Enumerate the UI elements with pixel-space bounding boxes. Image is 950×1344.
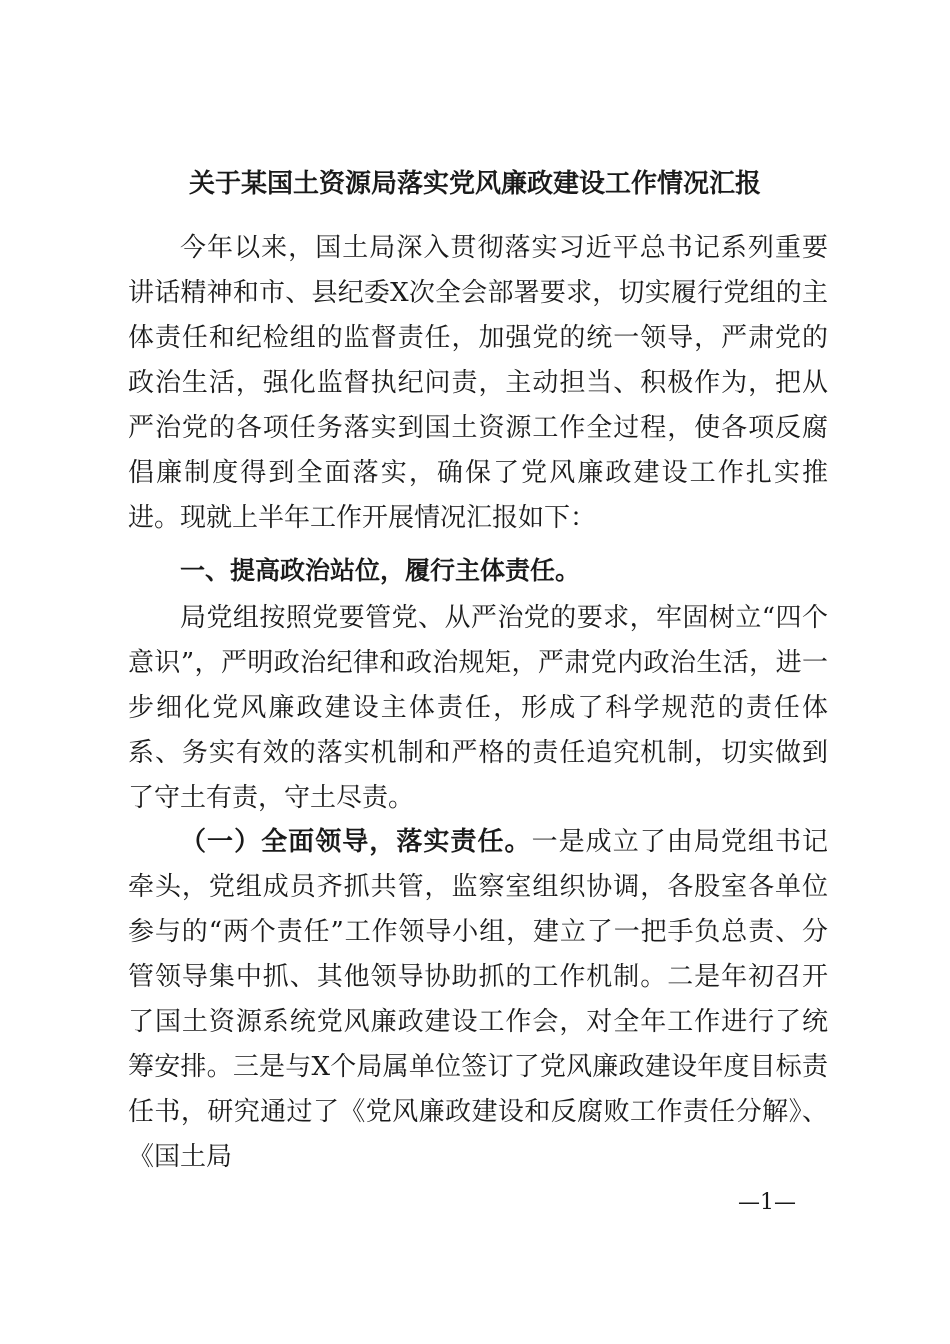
subsection-1-body: 一是成立了由局党组书记牵头，党组成员齐抓共管，监察室组织协调，各股室各单位参与的“两个责任”工作领导小组，建立了一把手负总责、分管领导集中抓、其他领导协助抓的工作机制。二是年初召开了国土资源系统党风廉政建设工作会，对全年工作进行了统筹安排。三是与X个局属单位签订了党风廉政建设年度目标责任书，研究通过了《党风廉政建设和反腐败工作责任分解》、《国土局 — [128, 827, 828, 1172]
subsection-1-paragraph — [128, 820, 828, 1180]
intro-paragraph: 今年以来，国土局深入贯彻落实习近平总书记系列重要讲话精神和市、县纪委X次全会部署要求，切实履行党组的主体责任和纪检组的监督责任，加强党的统一领导，严肃党的政治生活，强化监督执纪问责，主动担当、积极作为，把从严治党的各项任务落实到国土资源工作全过程，使各项反腐倡廉制度得到全面落实，确保了党风廉政建设工作扎实推进。现就上半年工作开展情况汇报如下： — [128, 233, 828, 533]
document-title: 关于某国土资源局落实党风廉政建设工作情况汇报 — [188, 169, 761, 199]
section-1-paragraph: 局党组按照党要管党、从严治党的要求，牢固树立“四个意识”，严明政治纪律和政治规矩，严肃党内政治生活，进一步细化党风廉政建设主体责任，形成了科学规范的责任体系、务实有效的落实机制和严格的责任追究机制，切实做到了守土有责，守土尽责。 — [128, 603, 828, 813]
page-number: —1— — [738, 1190, 796, 1215]
section-1-heading: 一、提高政治站位，履行主体责任。 — [180, 556, 581, 585]
subsection-1-heading: （一）全面领导，落实责任。 — [180, 827, 532, 857]
